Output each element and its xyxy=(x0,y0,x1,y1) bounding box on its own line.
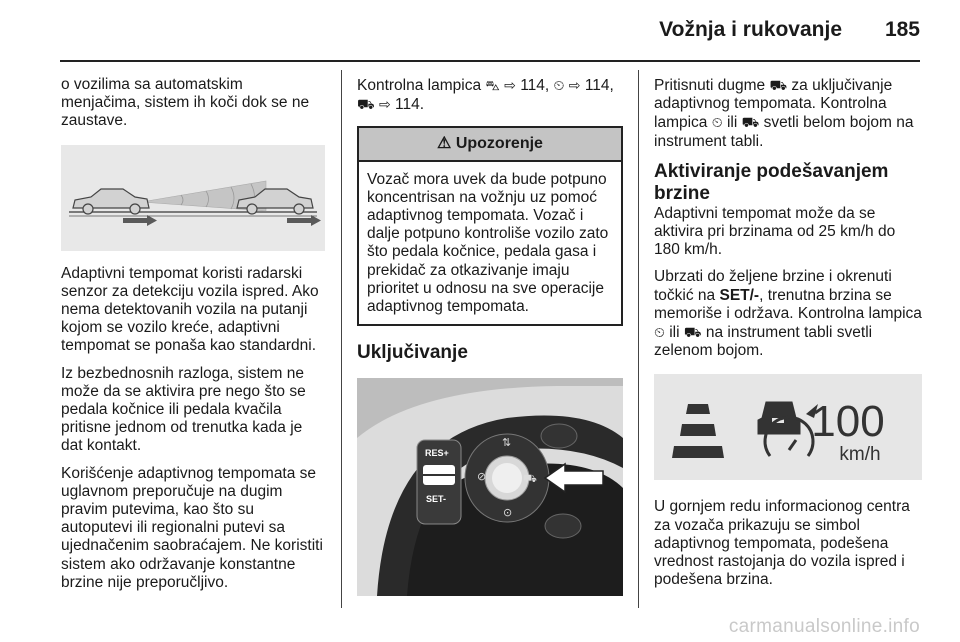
display-unit: km/h xyxy=(839,444,881,466)
car-indicator-icon: ⛍ xyxy=(485,77,500,93)
page-ref-arrow-icon: ⇨ xyxy=(378,96,391,113)
page-header xyxy=(0,0,960,62)
column-divider xyxy=(638,70,639,608)
column-divider xyxy=(341,70,342,608)
adaptive-cruise-icon: ⛟ xyxy=(357,96,375,113)
cruise-control-icon: ⏲ xyxy=(711,114,723,131)
driver-info-display xyxy=(654,374,922,480)
paragraph: Iz bezbednosnih razloga, sistem ne može da se aktivira pre nego što se pedala kočnice ili pedala kvačila pritisne jednom od trenutka kada je dat kontakt. xyxy=(61,364,306,455)
section-heading: Uključivanje xyxy=(357,342,468,364)
display-illustration xyxy=(654,374,922,480)
intro-paragraph: o vozilima sa automatskim menjačima, sistem ih koči dok se ne zaustave. xyxy=(61,76,310,130)
cancel-icon: ⊘ xyxy=(477,470,487,484)
paragraph: Ubrzati do željene brzine i okrenuti točkić na SET/-, trenutna brzina se memoriše i održava. Kontrolna lampica ⏲ ili ⛟ na instrument tabli svetli zelenom bojom. xyxy=(654,268,922,360)
adaptive-cruise-button-icon: ⛟ xyxy=(523,472,537,486)
chapter-title: Vožnja i rukovanje xyxy=(659,18,842,41)
warning-text: Vozač mora uvek da bude potpuno koncentrisan na vožnju uz pomoć adaptivnog tempomata. Vozač i dalje potpuno kontroliše vozilo zato što pedala kočnice, pedala gasa i prekidač za otkazivanje imaju prioritet u odnosu na sve operacije adaptivnog tempomata. xyxy=(367,170,609,316)
adaptive-cruise-icon: ⛟ xyxy=(683,324,702,341)
page-ref-arrow-icon: ⇨ xyxy=(504,77,516,93)
indicator-reference: Kontrolna lampica ⛍ ⇨ 114, ⏲ ⇨ 114, ⛟ ⇨ 114. xyxy=(357,77,614,114)
column-2 xyxy=(357,76,623,596)
motion-arrows xyxy=(123,215,321,226)
radar-illustration xyxy=(61,145,325,251)
adaptive-cruise-icon: ⛟ xyxy=(769,77,788,93)
page-ref-arrow-icon: ⇨ xyxy=(568,77,581,93)
steering-wheel-illustration xyxy=(357,378,623,596)
paragraph: Korišćenje adaptivnog tempomata se uglavnom preporučuje na dugim pravim putevima, kao što su autoputevi ili regionalni putevi sa ujednačenim saobraćajem. Ne koristiti sistem ako održavanje konstantne brzine nije preporučljivo. xyxy=(61,464,323,591)
page-number: 185 xyxy=(884,18,920,41)
column-3 xyxy=(654,76,922,598)
paragraph: Pritisnuti dugme ⛟ za uključivanje adaptivnog tempomata. Kontrolna lampica ⏲ ili ⛟ svetli belom bojom na instrument tabli. xyxy=(654,77,914,150)
car-rear xyxy=(73,189,149,214)
paragraph: Adaptivni tempomat može da se aktivira pri brzinama od 25 km/h do 180 km/h. xyxy=(654,204,896,259)
set-button-label: SET- xyxy=(426,494,447,505)
res-button-label: RES+ xyxy=(425,448,449,459)
steering-controls-diagram xyxy=(357,378,623,596)
section-heading: Aktiviranje podešavanjem brzine xyxy=(654,160,889,204)
paragraph: U gornjem redu informacionog centra za vozača prikazuju se simbol adaptivnog tempomata, podešena vrednost rastojanja do vozila ispred i podešena brzina. xyxy=(654,498,910,589)
warning-icon: ⚠ xyxy=(437,135,452,153)
header-rule xyxy=(60,60,920,62)
cruise-control-icon: ⏲ xyxy=(553,77,565,93)
distance-icon: ⇅ xyxy=(502,436,512,450)
adaptive-cruise-icon: ⛟ xyxy=(741,114,760,131)
limiter-icon: ⊙ xyxy=(503,506,513,520)
warning-box xyxy=(357,126,623,326)
warning-header: ⚠ Upozorenje xyxy=(359,128,621,161)
radar-diagram xyxy=(61,145,325,251)
watermark: carmanualsonline.info xyxy=(728,616,920,637)
paragraph: Adaptivni tempomat koristi radarski senzor za detekciju vozila ispred. Ako nema detektovanih vozila na putanji kojom se vozilo kreće, adaptivni tempomat se ponaša kao standardni. xyxy=(61,264,319,355)
column-1 xyxy=(61,76,325,601)
display-speed: 100 xyxy=(811,397,885,447)
cruise-control-icon: ⏲ xyxy=(654,324,665,341)
